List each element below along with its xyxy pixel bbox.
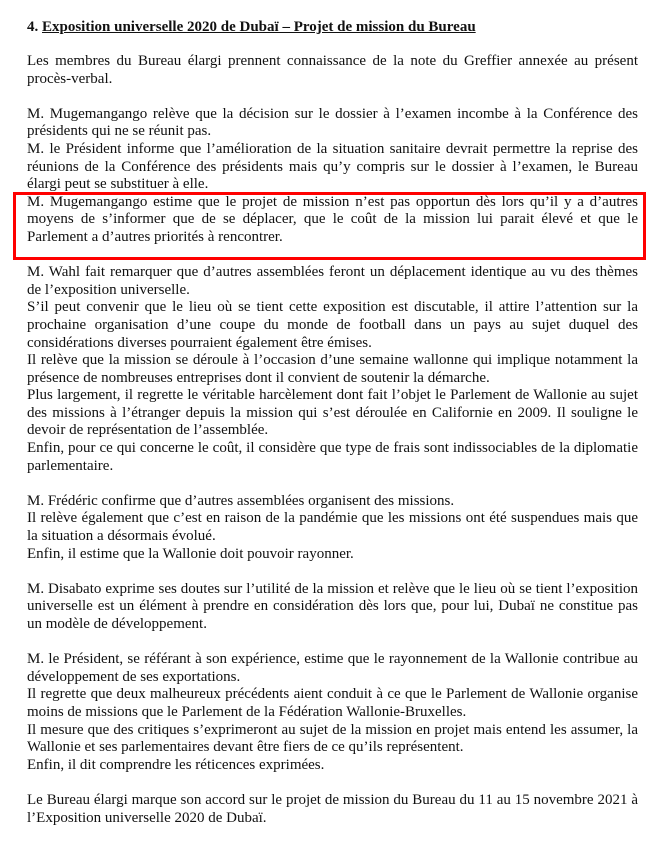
section-number: 4. (27, 19, 39, 35)
paragraph-line: Les membres du Bureau élargi prennent connaissance de la note du Greffier annexée au présent procès-verbal. (27, 53, 638, 87)
paragraph-disabato (27, 581, 638, 634)
paragraph-president (27, 651, 638, 774)
section-title: Exposition universelle 2020 de Dubaï – Projet de mission du Bureau (42, 19, 476, 35)
paragraph-line: M. Frédéric confirme que d’autres assemblées organisent des missions. (27, 492, 455, 509)
paragraph-line: M. le Président informe que l’amélioration de la situation sanitaire devrait permettre la reprise des réunions de la Conférence des présidents mais qu’y compris sur le dossier à l’examen, le Bureau élargi peut se substituer à elle. (27, 140, 638, 193)
paragraph-line: Enfin, pour ce qui concerne le coût, il considère que type de frais sont indissociables de la diplomatie parlementaire. (27, 440, 638, 474)
paragraph-line: Enfin, il dit comprendre les réticences exprimées. (27, 756, 325, 773)
paragraph-frederic (27, 493, 638, 563)
highlighted-statement: M. Mugemangango estime que le projet de mission n’est pas opportun dès lors qu’il y a d’autres moyens de s’informer que de se déplacer, que le coût de la mission lui parait élevé et que le Parlement a d’autres priorités à rencontrer. (27, 193, 638, 245)
paragraph-wahl (27, 264, 638, 475)
paragraph-line: Enfin, il estime que la Wallonie doit pouvoir rayonner. (27, 545, 354, 562)
paragraph-line: Il relève également que c’est en raison de la pandémie que les missions ont été suspendues mais que la situation a désormais évolué. (27, 510, 638, 545)
paragraph-decision (27, 792, 638, 827)
paragraph-line: M. Disabato exprime ses doutes sur l’utilité de la mission et relève que le lieu où se tient l’exposition universelle est un élément à prendre en considération dès lors que, pour lui, Dubaï ne constitue pas un modèle de développement. (27, 580, 638, 632)
section-heading (27, 18, 638, 36)
paragraph-intro (27, 53, 638, 88)
paragraph-line: M. le Président, se référant à son expérience, estime que le rayonnement de la Wallonie contribue au développement de ses exportations. (27, 651, 638, 685)
paragraph-line: Il relève que la mission se déroule à l’occasion d’une semaine wallonne qui implique notamment la présence de nombreuses entreprises dont il convient de soutenir la démarche. (27, 352, 638, 386)
paragraph-line: Le Bureau élargi marque son accord sur le projet de mission du Bureau du 11 au 15 novembre 2021 à l’Exposition universelle 2020 de Dubaï. (27, 791, 638, 826)
paragraph-line: M. Wahl fait remarquer que d’autres assemblées feront un déplacement identique au vu des thèmes de l’exposition universelle. (27, 264, 638, 298)
paragraph-line: Il mesure que des critiques s’exprimeront au sujet de la mission en projet mais entend les assumer, la Wallonie et ses parlementaires devant être fiers de ce qu’ils représentent. (27, 721, 638, 756)
paragraph-line: Plus largement, il regrette le véritable harcèlement dont fait l’objet le Parlement de Wallonie au sujet des missions à l’étranger depuis la mission qui s’est déroulée en Californie en 2009. Il souligne le devoir de représentation de l’assemblée. (27, 387, 638, 439)
paragraph-line: M. Mugemangango relève que la décision sur le dossier à l’examen incombe à la Conférence des présidents qui ne se réunit pas. (27, 105, 638, 140)
paragraph-line: Il regrette que deux malheureux précédents aient conduit à ce que le Parlement de Wallonie organise moins de missions que le Parlement de la Fédération Wallonie-Bruxelles. (27, 686, 638, 720)
paragraph-procedure (27, 106, 638, 247)
paragraph-line: S’il peut convenir que le lieu où se tient cette exposition est discutable, il attire l’attention sur la prochaine organisation d’une coupe du monde de football dans un pays au sujet duquel des considérations diverses pourraient également être émises. (27, 299, 638, 351)
document-page (27, 18, 638, 827)
